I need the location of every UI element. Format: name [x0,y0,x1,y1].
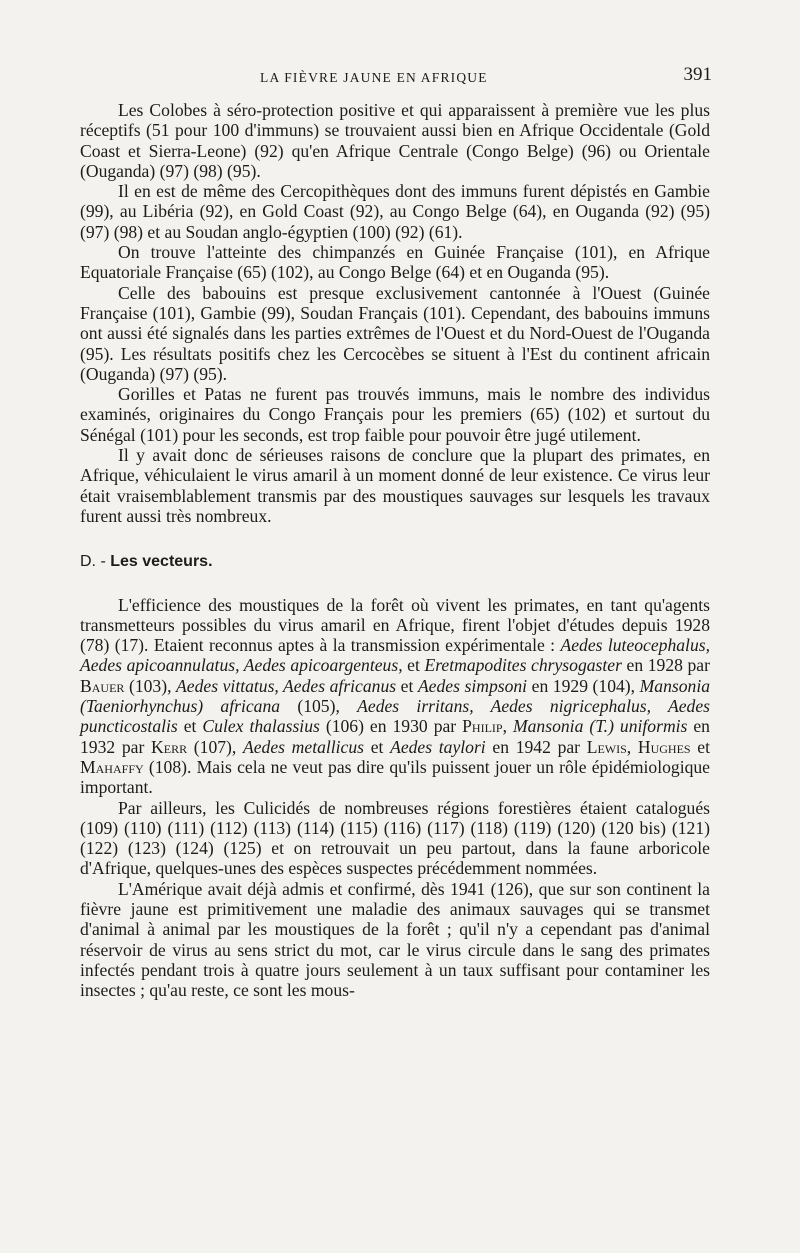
author-name: Bauer [80,675,125,696]
section-heading [80,552,710,572]
body-text [80,100,710,1000]
paragraph-chimpanzes: On trouve l'atteinte des chimpanzés en Guinée Française (101), en Afrique Equatoriale Française (65) (102), au Congo Belge (64) et en Ouganda (95). [80,242,710,283]
paragraph-cercopitheques: Il en est de même des Cercopithèques dont des immuns furent dépistés en Gambie (99), au Libéria (92), en Gold Coast (92), au Congo Belge (64), en Ouganda (92) (95) (97) (98) et au Soudan anglo-égyptien (100) (92) (61). [80,181,710,242]
paragraph-culicides: Par ailleurs, les Culicidés de nombreuses régions forestières étaient catalogués (109) (110) (111) (112) (113) (114) (115) (116) (117) (118) (119) (120) (120 bis) (121) (122) (123) (124) (125) et on retrouvait un peu partout, dans la faune arboricole d'Afrique, quelques-unes des espèces suspectes précédemment nommées. [80,797,710,879]
page-header [80,64,710,90]
paragraph-conclusion-primates: Il y avait donc de sérieuses raisons de conclure que la plupart des primates, en Afrique, véhiculaient le virus amaril à un moment donné de leur existence. Ce virus leur était vraisemblablement transmis par des moustiques sauvages sur lesquels les travaux furent aussi très nombreux. [80,445,710,526]
paragraph-gorilles: Gorilles et Patas ne furent pas trouvés immuns, mais le nombre des individus examinés, originaires du Congo Français pour les premiers (65) (102) et surtout du Sénégal (101) pour les seconds, est trop faible pour pouvoir être jugé utilement. [80,384,710,445]
section-letter: D. - [80,553,106,571]
paragraph-babouins: Celle des babouins est presque exclusivement cantonnée à l'Ouest (Guinée Française (101), Gambie (99), Soudan Français (101). Cependant, des babouins immuns ont aussi été signalés dans les parties extrêmes de l'Ouest et du Nord-Ouest de l'Ouganda (95). Les résultats positifs chez les Cercocèbes se situent à l'Est du continent africain (Ouganda) (97) (95). [80,282,710,384]
author-name: Mahaffy [80,756,144,777]
page-number: 391 [683,64,712,85]
author-name: Lewis, Hughes [586,736,691,757]
paragraph-amerique: L'Amérique avait déjà admis et confirmé, dès 1941 (126), que sur son continent la fièvre jaune est primitivement une maladie des animaux sauvages qui se transmet d'animal à animal par les moustiques de la forêt ; qu'il n'y a cependant pas d'animal réservoir de virus au sens strict du mot, car le virus circule dans le sang des primates infectés pendant trois à quatre jours seulement à un taux suffisant pour contaminer les insectes ; qu'au reste, ce sont les mous- [80,878,710,1001]
paragraph-vecteurs: L'efficience des moustiques de la forêt où vivent les primates, en tant qu'agents transmetteurs possibles du virus amaril en Afrique, firent l'objet d'études depuis 1928 (78) (17). Etaient reconnus aptes à la transmission expérimentale : Aedes luteocephalus, Aedes apicoannulatus, Aedes apicoargenteus, et Eretmapodites chrysogaster en 1928 par Bauer (103), Aedes vittatus, Aedes africanus et Aedes simpsoni en 1929 (104), Mansonia (Taeniorhynchus) africana (105), Aedes irritans, Aedes nigricephalus, Aedes puncticostalis et Culex thalassius (106) en 1930 par Philip, Mansonia (T.) uniformis en 1932 par Kerr (107), Aedes metallicus et Aedes taylori en 1942 par Lewis, Hughes et Mahaffy (108). Mais cela ne veut pas dire qu'ils puissent jouer un rôle épidémiologique important. [80,594,710,798]
section-title: Les vecteurs. [110,553,213,571]
running-title: LA FIÈVRE JAUNE EN AFRIQUE [260,70,488,85]
author-name: Philip [462,716,503,737]
author-name: Kerr [151,736,188,757]
paragraph-colobes: Les Colobes à séro-protection positive et qui apparaissent à première vue les plus réceptifs (51 pour 100 d'immuns) se trouvaient aussi bien en Afrique Occidentale (Gold Coast et Sierra-Leone) (92) qu'en Afrique Centrale (Congo Belge) (96) ou Orientale (Ouganda) (97) (98) (95). [80,100,710,181]
